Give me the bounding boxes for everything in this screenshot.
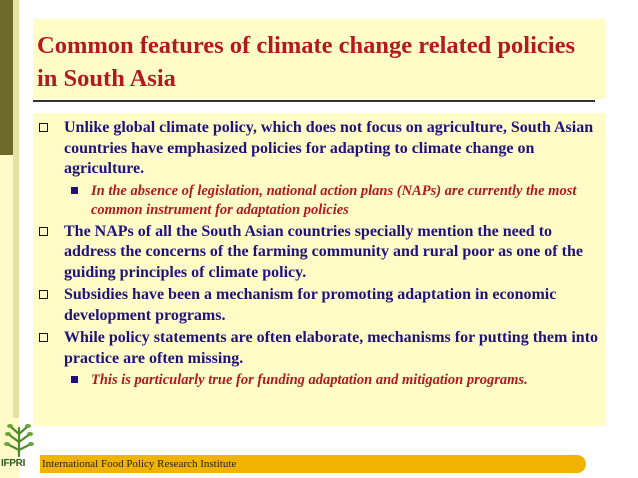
bullet-item — [38, 285, 608, 326]
bullet-text: The NAPs of all the South Asian countries specially mention the need to address the concerns of the farming community and rural poor as one of the guiding principles of climate policy. — [64, 222, 583, 281]
logo-text: IFPRI — [1, 458, 26, 469]
bullet-text: Unlike global climate policy, which does not focus on agriculture, South Asian countries have emphasized policies for adapting to climate change on agriculture. — [64, 119, 594, 177]
bullet-text: Subsidies have been a mechanism for promoting adaptation in economic development programs. — [64, 286, 557, 324]
hollow-square-bullet-icon — [39, 123, 48, 132]
ifpri-logo-icon — [0, 420, 38, 478]
sub-bullet-text: In the absence of legislation, national action plans (NAPs) are currently the most common instrument for adaptation policies — [91, 182, 577, 218]
left-accent-dark-block — [0, 0, 13, 155]
bullet-item — [38, 328, 608, 369]
filled-square-bullet-icon — [71, 376, 78, 383]
bullet-item — [38, 118, 608, 180]
hollow-square-bullet-icon — [39, 333, 48, 342]
slide-title: Common features of climate change related policies in South Asia — [37, 32, 575, 92]
sub-bullet-text: This is particularly true for funding adaptation and mitigation programs. — [91, 372, 528, 388]
bullet-text: While policy statements are often elaborate, mechanisms for putting them into practice are often missing. — [64, 329, 599, 367]
sub-bullet-item — [38, 371, 608, 390]
footer-organization: International Food Policy Research Institute — [42, 458, 237, 470]
left-accent-stripe — [13, 0, 19, 418]
bullet-item — [38, 222, 608, 284]
title-divider — [33, 100, 595, 102]
sub-bullet-item — [38, 182, 608, 220]
hollow-square-bullet-icon — [39, 290, 48, 299]
filled-square-bullet-icon — [71, 187, 78, 194]
hollow-square-bullet-icon — [39, 227, 48, 236]
bullet-list — [38, 116, 608, 390]
